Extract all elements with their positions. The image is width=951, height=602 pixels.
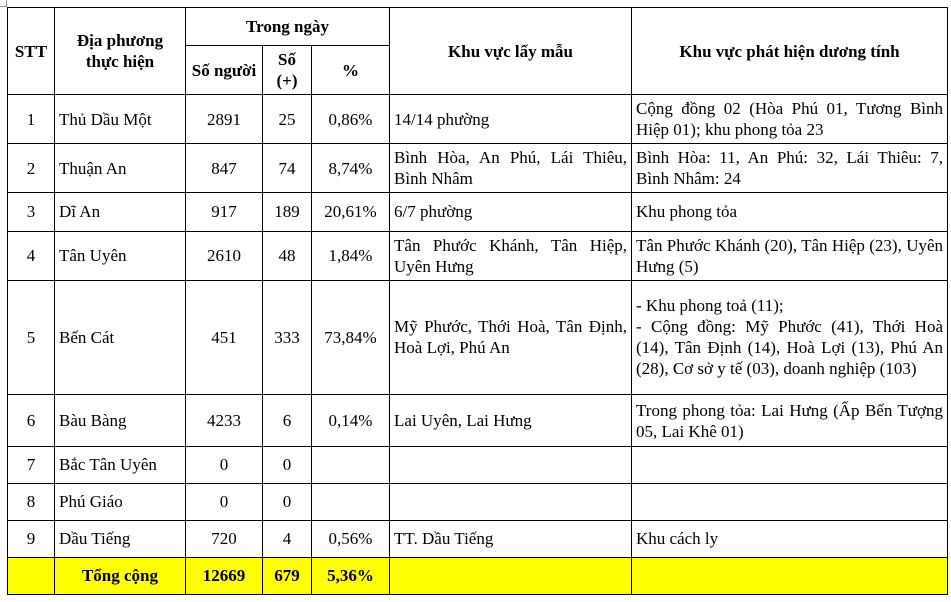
cell-percent: 0,56% bbox=[312, 520, 390, 557]
cell-people: 2891 bbox=[186, 95, 263, 144]
cell-sampling bbox=[390, 447, 632, 483]
cell-found: Trong phong tỏa: Lai Hưng (Ấp Bến Tượng 05, Lai Khê 01) bbox=[632, 395, 948, 447]
total-people: 12669 bbox=[186, 557, 263, 594]
cell-positive: 189 bbox=[263, 193, 312, 231]
cell-percent bbox=[312, 447, 390, 483]
cell-locality: Thủ Dầu Một bbox=[55, 95, 186, 144]
found-line: - Cộng đồng: Mỹ Phước (41), Thới Hoà (14), Tân Định (14), Hoà Lợi (13), Phú An (28), Cơ sở y tế (03), doanh nghiệp (103) bbox=[636, 317, 944, 379]
cell-sampling: Lai Uyên, Lai Hưng bbox=[390, 395, 632, 447]
cell-people: 917 bbox=[186, 193, 263, 231]
cell-locality: Bàu Bàng bbox=[55, 395, 186, 447]
total-sampling-empty bbox=[390, 557, 632, 594]
cell-percent: 73,84% bbox=[312, 280, 390, 394]
total-percent: 5,36% bbox=[312, 557, 390, 594]
corner-marker bbox=[0, 0, 7, 7]
cell-locality: Bắc Tân Uyên bbox=[55, 447, 186, 483]
cell-found: Cộng đồng 02 (Hòa Phú 01, Tương Bình Hiệp 01); khu phong tỏa 23 bbox=[632, 95, 948, 144]
cell-stt: 3 bbox=[8, 193, 55, 231]
header-stt: STT bbox=[8, 8, 55, 95]
header-sampling-area: Khu vực lấy mẫu bbox=[390, 8, 632, 95]
cell-people: 4233 bbox=[186, 395, 263, 447]
table-row bbox=[8, 447, 948, 483]
total-label: Tổng cộng bbox=[55, 557, 186, 594]
cell-people: 2610 bbox=[186, 231, 263, 280]
header-positive: Số (+) bbox=[263, 46, 312, 95]
cell-sampling: TT. Dầu Tiếng bbox=[390, 520, 632, 557]
cell-percent: 20,61% bbox=[312, 193, 390, 231]
cell-found: Khu phong tỏa bbox=[632, 193, 948, 231]
header-people: Số người bbox=[186, 46, 263, 95]
cell-locality: Tân Uyên bbox=[55, 231, 186, 280]
cell-sampling: 14/14 phường bbox=[390, 95, 632, 144]
table-row bbox=[8, 483, 948, 520]
cell-positive: 6 bbox=[263, 395, 312, 447]
found-line: - Khu phong toả (11); bbox=[636, 296, 784, 316]
table-row bbox=[8, 193, 948, 231]
cell-found: Khu cách ly bbox=[632, 520, 948, 557]
cell-stt: 1 bbox=[8, 95, 55, 144]
cell-found bbox=[632, 280, 948, 394]
cell-positive: 333 bbox=[263, 280, 312, 394]
cell-found: Bình Hòa: 11, An Phú: 32, Lái Thiêu: 7, Bình Nhâm: 24 bbox=[632, 144, 948, 193]
cell-stt: 4 bbox=[8, 231, 55, 280]
cell-locality: Dĩ An bbox=[55, 193, 186, 231]
table-row bbox=[8, 280, 948, 394]
cell-stt: 6 bbox=[8, 395, 55, 447]
cell-positive: 0 bbox=[263, 483, 312, 520]
cell-sampling: Tân Phước Khánh, Tân Hiệp, Uyên Hưng bbox=[390, 231, 632, 280]
total-found-empty bbox=[632, 557, 948, 594]
cell-found bbox=[632, 483, 948, 520]
table-row bbox=[8, 144, 948, 193]
header-in-day: Trong ngày bbox=[186, 8, 390, 46]
cell-people: 720 bbox=[186, 520, 263, 557]
cell-locality: Phú Giáo bbox=[55, 483, 186, 520]
cell-sampling: Bình Hòa, An Phú, Lái Thiêu, Bình Nhâm bbox=[390, 144, 632, 193]
cell-sampling: 6/7 phường bbox=[390, 193, 632, 231]
table-row bbox=[8, 520, 948, 557]
table-row bbox=[8, 95, 948, 144]
header-locality: Địa phương thực hiện bbox=[55, 8, 186, 95]
cell-people: 0 bbox=[186, 483, 263, 520]
cell-people: 847 bbox=[186, 144, 263, 193]
cell-positive: 25 bbox=[263, 95, 312, 144]
cell-locality: Thuận An bbox=[55, 144, 186, 193]
total-positive: 679 bbox=[263, 557, 312, 594]
cell-people: 451 bbox=[186, 280, 263, 394]
testing-results-table bbox=[7, 7, 948, 595]
cell-stt: 7 bbox=[8, 447, 55, 483]
cell-stt: 5 bbox=[8, 280, 55, 394]
total-stt-empty bbox=[8, 557, 55, 594]
cell-found bbox=[632, 447, 948, 483]
cell-positive: 48 bbox=[263, 231, 312, 280]
cell-percent: 0,86% bbox=[312, 95, 390, 144]
cell-positive: 0 bbox=[263, 447, 312, 483]
cell-stt: 9 bbox=[8, 520, 55, 557]
header-percent: % bbox=[312, 46, 390, 95]
cell-people: 0 bbox=[186, 447, 263, 483]
table-row bbox=[8, 231, 948, 280]
cell-sampling bbox=[390, 483, 632, 520]
cell-sampling: Mỹ Phước, Thới Hoà, Tân Định, Hoà Lợi, Phú An bbox=[390, 280, 632, 394]
total-row bbox=[8, 557, 948, 594]
cell-percent bbox=[312, 483, 390, 520]
cell-locality: Bến Cát bbox=[55, 280, 186, 394]
cell-positive: 4 bbox=[263, 520, 312, 557]
header-positive-area: Khu vực phát hiện dương tính bbox=[632, 8, 948, 95]
cell-percent: 1,84% bbox=[312, 231, 390, 280]
table-row bbox=[8, 395, 948, 447]
cell-positive: 74 bbox=[263, 144, 312, 193]
cell-stt: 8 bbox=[8, 483, 55, 520]
cell-stt: 2 bbox=[8, 144, 55, 193]
cell-found: Tân Phước Khánh (20), Tân Hiệp (23), Uyên Hưng (5) bbox=[632, 231, 948, 280]
cell-locality: Dầu Tiếng bbox=[55, 520, 186, 557]
cell-percent: 0,14% bbox=[312, 395, 390, 447]
cell-percent: 8,74% bbox=[312, 144, 390, 193]
